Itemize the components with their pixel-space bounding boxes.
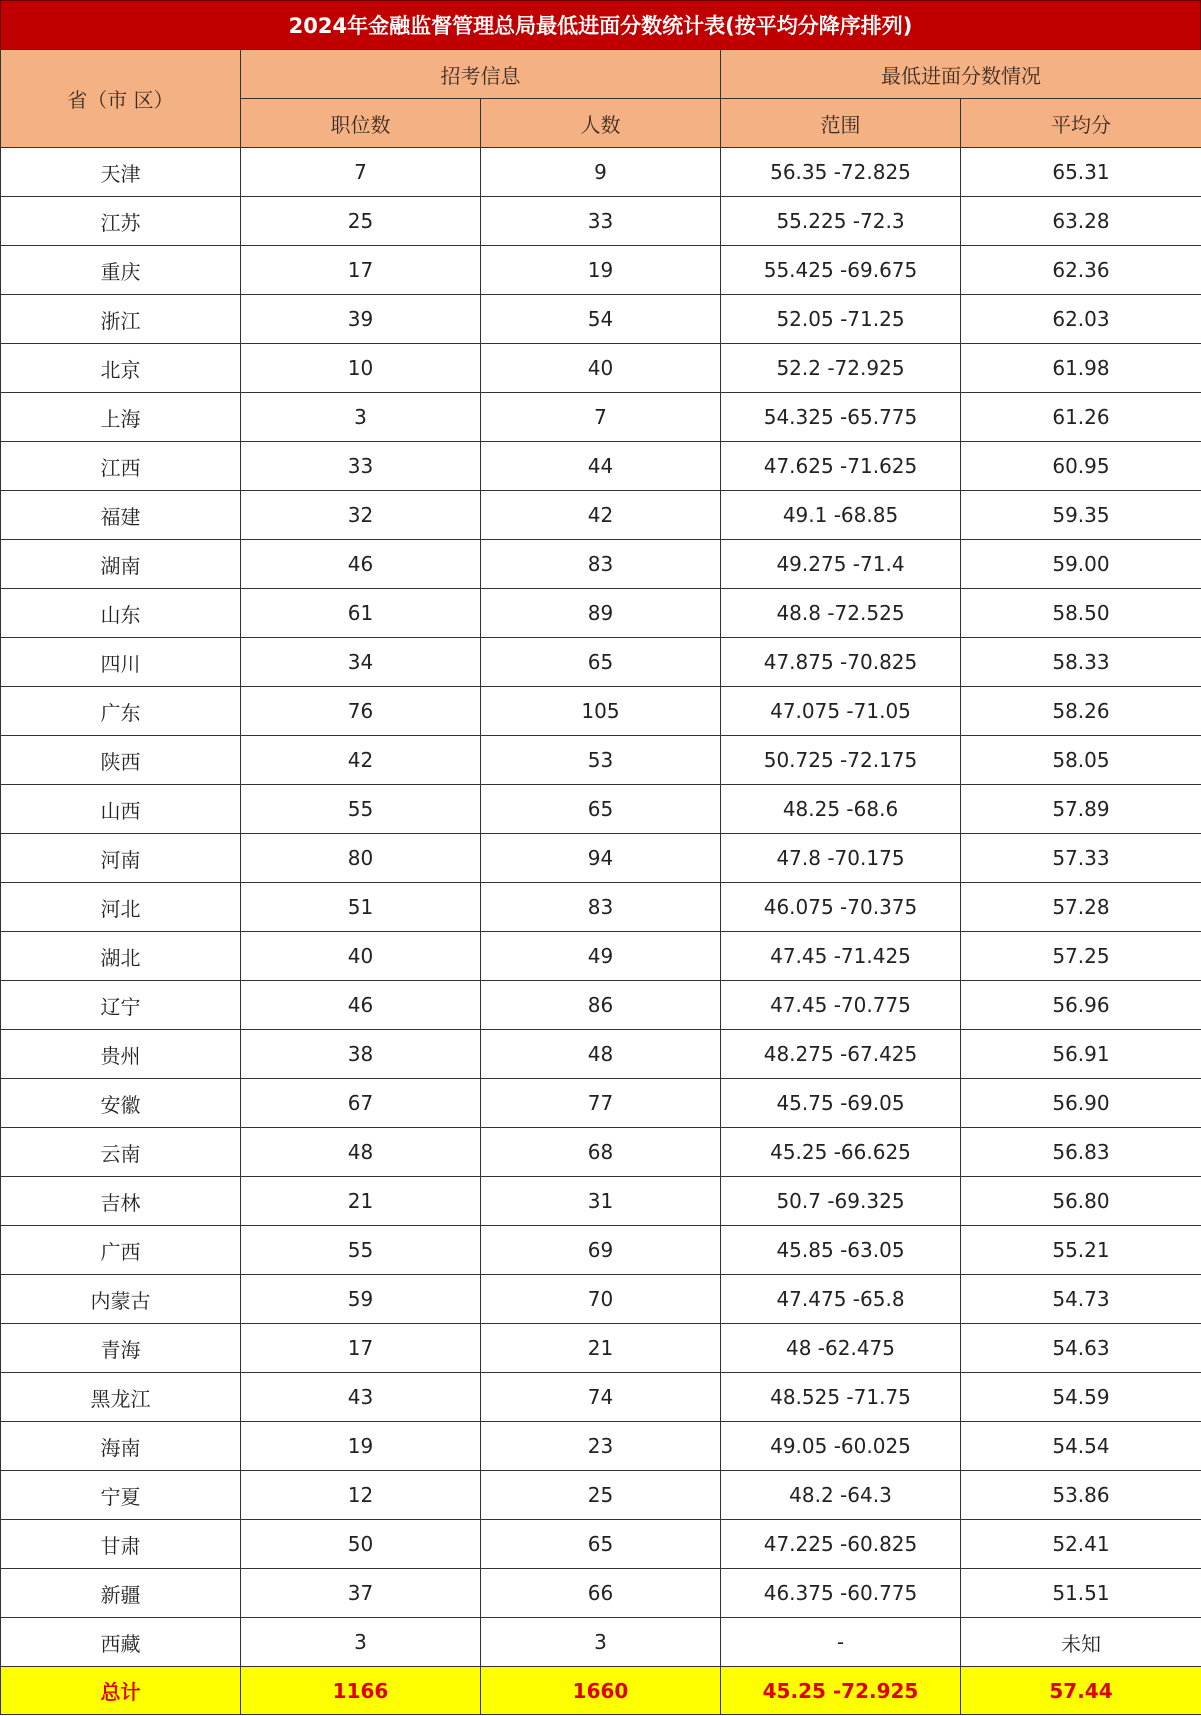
cell-positions: 38 — [241, 1030, 481, 1079]
cell-people: 65 — [481, 638, 721, 687]
cell-positions: 59 — [241, 1275, 481, 1324]
cell-positions: 55 — [241, 1226, 481, 1275]
cell-average: 58.50 — [961, 589, 1201, 638]
cell-average: 56.90 — [961, 1079, 1201, 1128]
cell-province: 辽宁 — [1, 981, 241, 1030]
cell-positions: 50 — [241, 1520, 481, 1569]
cell-province: 陕西 — [1, 736, 241, 785]
cell-people: 19 — [481, 246, 721, 295]
table-row — [1, 736, 1201, 785]
cell-average: 56.80 — [961, 1177, 1201, 1226]
table-row — [1, 1275, 1201, 1324]
cell-people: 68 — [481, 1128, 721, 1177]
cell-average: 63.28 — [961, 197, 1201, 246]
cell-average: 54.73 — [961, 1275, 1201, 1324]
cell-province: 天津 — [1, 148, 241, 197]
cell-people: 83 — [481, 883, 721, 932]
cell-average: 58.33 — [961, 638, 1201, 687]
cell-positions: 55 — [241, 785, 481, 834]
cell-positions: 48 — [241, 1128, 481, 1177]
cell-range: 49.05 -60.025 — [721, 1422, 961, 1471]
cell-average: 62.03 — [961, 295, 1201, 344]
cell-range: 46.375 -60.775 — [721, 1569, 961, 1618]
table-row — [1, 295, 1201, 344]
cell-people: 9 — [481, 148, 721, 197]
cell-average: 57.89 — [961, 785, 1201, 834]
cell-positions: 3 — [241, 1618, 481, 1667]
cell-positions: 32 — [241, 491, 481, 540]
cell-positions: 17 — [241, 246, 481, 295]
table-row — [1, 1471, 1201, 1520]
cell-province: 山东 — [1, 589, 241, 638]
cell-province: 内蒙古 — [1, 1275, 241, 1324]
cell-people: 40 — [481, 344, 721, 393]
cell-province: 广西 — [1, 1226, 241, 1275]
total-row — [1, 1667, 1201, 1715]
cell-people: 65 — [481, 1520, 721, 1569]
cell-province: 湖北 — [1, 932, 241, 981]
header-average: 平均分 — [961, 99, 1201, 148]
cell-range: 46.075 -70.375 — [721, 883, 961, 932]
cell-province: 河南 — [1, 834, 241, 883]
cell-people: 21 — [481, 1324, 721, 1373]
table-row — [1, 687, 1201, 736]
cell-positions: 19 — [241, 1422, 481, 1471]
cell-positions: 17 — [241, 1324, 481, 1373]
total-range: 45.25 -72.925 — [721, 1667, 961, 1715]
cell-range: 52.2 -72.925 — [721, 344, 961, 393]
cell-people: 105 — [481, 687, 721, 736]
cell-province: 上海 — [1, 393, 241, 442]
cell-average: 未知 — [961, 1618, 1201, 1667]
cell-range: 48 -62.475 — [721, 1324, 961, 1373]
cell-province: 北京 — [1, 344, 241, 393]
cell-average: 59.00 — [961, 540, 1201, 589]
table-row — [1, 1569, 1201, 1618]
cell-range: 49.1 -68.85 — [721, 491, 961, 540]
table-row — [1, 1079, 1201, 1128]
cell-province: 贵州 — [1, 1030, 241, 1079]
cell-positions: 46 — [241, 981, 481, 1030]
cell-positions: 40 — [241, 932, 481, 981]
cell-average: 58.26 — [961, 687, 1201, 736]
cell-people: 3 — [481, 1618, 721, 1667]
cell-province: 宁夏 — [1, 1471, 241, 1520]
total-positions: 1166 — [241, 1667, 481, 1715]
header-range: 范围 — [721, 99, 961, 148]
cell-people: 54 — [481, 295, 721, 344]
table-row — [1, 1520, 1201, 1569]
cell-range: 49.275 -71.4 — [721, 540, 961, 589]
cell-average: 65.31 — [961, 148, 1201, 197]
table-row — [1, 932, 1201, 981]
cell-province: 山西 — [1, 785, 241, 834]
cell-people: 31 — [481, 1177, 721, 1226]
cell-range: 50.725 -72.175 — [721, 736, 961, 785]
cell-people: 42 — [481, 491, 721, 540]
cell-people: 94 — [481, 834, 721, 883]
cell-average: 52.41 — [961, 1520, 1201, 1569]
table-row — [1, 442, 1201, 491]
cell-province: 青海 — [1, 1324, 241, 1373]
table-footer — [1, 1667, 1201, 1715]
header-positions: 职位数 — [241, 99, 481, 148]
header-group-score: 最低进面分数情况 — [721, 50, 1201, 99]
cell-positions: 34 — [241, 638, 481, 687]
cell-people: 65 — [481, 785, 721, 834]
cell-range: 56.35 -72.825 — [721, 148, 961, 197]
cell-positions: 21 — [241, 1177, 481, 1226]
cell-range: 47.45 -70.775 — [721, 981, 961, 1030]
cell-average: 56.91 — [961, 1030, 1201, 1079]
cell-positions: 67 — [241, 1079, 481, 1128]
table-row — [1, 491, 1201, 540]
cell-range: 48.2 -64.3 — [721, 1471, 961, 1520]
cell-range: 48.8 -72.525 — [721, 589, 961, 638]
table-row — [1, 1422, 1201, 1471]
cell-people: 86 — [481, 981, 721, 1030]
cell-range: 48.525 -71.75 — [721, 1373, 961, 1422]
table-row — [1, 1177, 1201, 1226]
cell-positions: 37 — [241, 1569, 481, 1618]
cell-average: 61.26 — [961, 393, 1201, 442]
cell-province: 安徽 — [1, 1079, 241, 1128]
cell-province: 新疆 — [1, 1569, 241, 1618]
cell-people: 33 — [481, 197, 721, 246]
cell-people: 48 — [481, 1030, 721, 1079]
table-row — [1, 540, 1201, 589]
cell-range: 50.7 -69.325 — [721, 1177, 961, 1226]
cell-positions: 7 — [241, 148, 481, 197]
cell-people: 89 — [481, 589, 721, 638]
cell-range: 47.225 -60.825 — [721, 1520, 961, 1569]
table-row — [1, 785, 1201, 834]
cell-province: 西藏 — [1, 1618, 241, 1667]
cell-people: 77 — [481, 1079, 721, 1128]
score-table — [0, 49, 1201, 1715]
cell-average: 54.63 — [961, 1324, 1201, 1373]
table-row — [1, 638, 1201, 687]
cell-range: 47.075 -71.05 — [721, 687, 961, 736]
table-row — [1, 246, 1201, 295]
table-row — [1, 148, 1201, 197]
table-row — [1, 1373, 1201, 1422]
table-row — [1, 589, 1201, 638]
table-row — [1, 344, 1201, 393]
cell-province: 海南 — [1, 1422, 241, 1471]
cell-average: 55.21 — [961, 1226, 1201, 1275]
cell-average: 53.86 — [961, 1471, 1201, 1520]
header-people: 人数 — [481, 99, 721, 148]
cell-positions: 42 — [241, 736, 481, 785]
table-row — [1, 1030, 1201, 1079]
cell-people: 23 — [481, 1422, 721, 1471]
cell-range: 47.45 -71.425 — [721, 932, 961, 981]
cell-people: 70 — [481, 1275, 721, 1324]
table-row — [1, 1128, 1201, 1177]
cell-province: 江西 — [1, 442, 241, 491]
cell-average: 56.83 — [961, 1128, 1201, 1177]
cell-province: 云南 — [1, 1128, 241, 1177]
cell-average: 57.25 — [961, 932, 1201, 981]
cell-range: 54.325 -65.775 — [721, 393, 961, 442]
cell-average: 57.33 — [961, 834, 1201, 883]
cell-people: 44 — [481, 442, 721, 491]
cell-range: 55.425 -69.675 — [721, 246, 961, 295]
table-row — [1, 1618, 1201, 1667]
cell-province: 湖南 — [1, 540, 241, 589]
cell-province: 广东 — [1, 687, 241, 736]
cell-range: 47.475 -65.8 — [721, 1275, 961, 1324]
cell-people: 7 — [481, 393, 721, 442]
table-row — [1, 981, 1201, 1030]
cell-people: 83 — [481, 540, 721, 589]
cell-positions: 25 — [241, 197, 481, 246]
header-province: 省（市 区） — [1, 50, 241, 148]
cell-range: - — [721, 1618, 961, 1667]
cell-average: 54.54 — [961, 1422, 1201, 1471]
cell-people: 49 — [481, 932, 721, 981]
cell-positions: 33 — [241, 442, 481, 491]
cell-province: 黑龙江 — [1, 1373, 241, 1422]
cell-average: 61.98 — [961, 344, 1201, 393]
table-row — [1, 1324, 1201, 1373]
total-people: 1660 — [481, 1667, 721, 1715]
cell-positions: 3 — [241, 393, 481, 442]
header-group-recruit: 招考信息 — [241, 50, 721, 99]
cell-average: 54.59 — [961, 1373, 1201, 1422]
cell-range: 45.85 -63.05 — [721, 1226, 961, 1275]
cell-range: 55.225 -72.3 — [721, 197, 961, 246]
cell-average: 56.96 — [961, 981, 1201, 1030]
cell-province: 吉林 — [1, 1177, 241, 1226]
cell-range: 45.75 -69.05 — [721, 1079, 961, 1128]
cell-average: 60.95 — [961, 442, 1201, 491]
cell-province: 重庆 — [1, 246, 241, 295]
table-header — [1, 50, 1201, 148]
cell-positions: 61 — [241, 589, 481, 638]
cell-positions: 10 — [241, 344, 481, 393]
table-row — [1, 1226, 1201, 1275]
cell-province: 福建 — [1, 491, 241, 540]
cell-province: 浙江 — [1, 295, 241, 344]
cell-range: 48.275 -67.425 — [721, 1030, 961, 1079]
cell-positions: 12 — [241, 1471, 481, 1520]
cell-province: 甘肃 — [1, 1520, 241, 1569]
table-row — [1, 834, 1201, 883]
cell-average: 59.35 — [961, 491, 1201, 540]
cell-people: 69 — [481, 1226, 721, 1275]
table-body — [1, 148, 1201, 1667]
cell-range: 48.25 -68.6 — [721, 785, 961, 834]
cell-average: 58.05 — [961, 736, 1201, 785]
cell-positions: 46 — [241, 540, 481, 589]
cell-people: 66 — [481, 1569, 721, 1618]
cell-province: 江苏 — [1, 197, 241, 246]
cell-range: 47.875 -70.825 — [721, 638, 961, 687]
cell-people: 25 — [481, 1471, 721, 1520]
cell-province: 四川 — [1, 638, 241, 687]
cell-positions: 51 — [241, 883, 481, 932]
table-title: 2024年金融监督管理总局最低进面分数统计表(按平均分降序排列) — [0, 0, 1201, 50]
cell-people: 53 — [481, 736, 721, 785]
cell-positions: 39 — [241, 295, 481, 344]
cell-range: 45.25 -66.625 — [721, 1128, 961, 1177]
total-average: 57.44 — [961, 1667, 1201, 1715]
cell-range: 52.05 -71.25 — [721, 295, 961, 344]
cell-people: 74 — [481, 1373, 721, 1422]
cell-range: 47.625 -71.625 — [721, 442, 961, 491]
cell-positions: 43 — [241, 1373, 481, 1422]
cell-range: 47.8 -70.175 — [721, 834, 961, 883]
cell-average: 51.51 — [961, 1569, 1201, 1618]
cell-positions: 80 — [241, 834, 481, 883]
cell-province: 河北 — [1, 883, 241, 932]
cell-positions: 76 — [241, 687, 481, 736]
total-label: 总计 — [1, 1667, 241, 1715]
cell-average: 57.28 — [961, 883, 1201, 932]
cell-average: 62.36 — [961, 246, 1201, 295]
table-row — [1, 883, 1201, 932]
table-row — [1, 393, 1201, 442]
table-row — [1, 197, 1201, 246]
